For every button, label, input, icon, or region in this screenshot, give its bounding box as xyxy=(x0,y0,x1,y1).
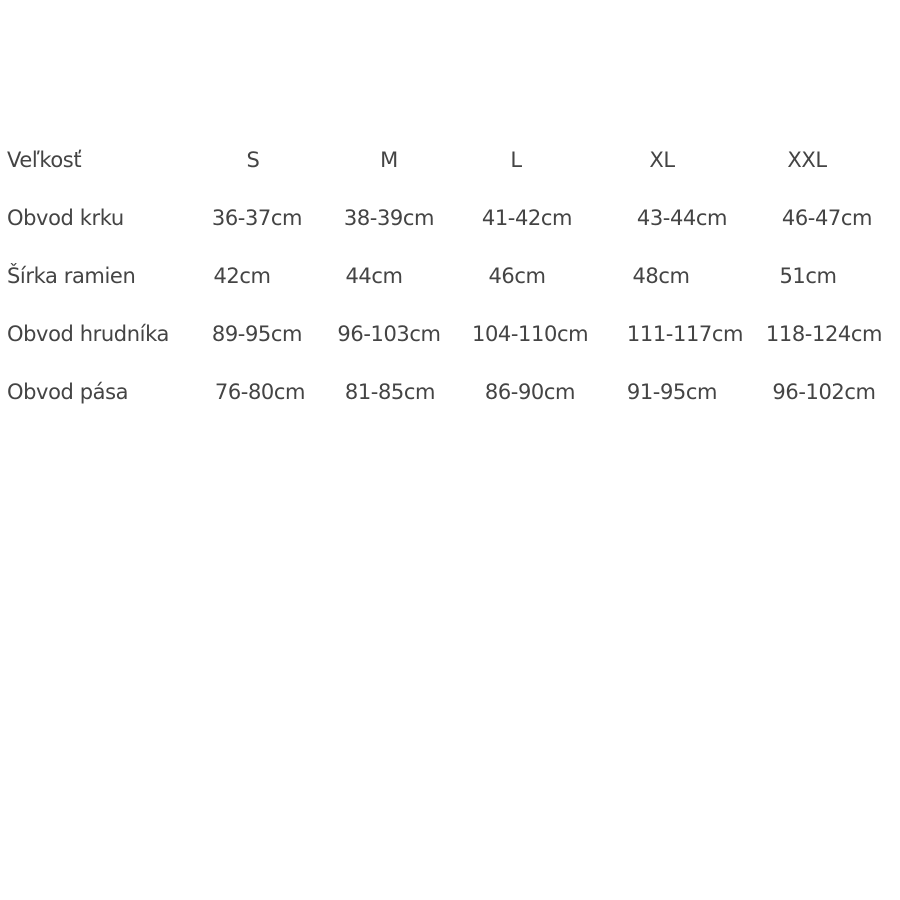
size-header-m: M xyxy=(380,148,398,172)
size-header-label: Veľkosť xyxy=(7,148,82,172)
shoulder-value-m: 44cm xyxy=(345,264,403,288)
neck-circumference-row xyxy=(0,198,900,256)
neck-value-l: 41-42cm xyxy=(481,206,573,230)
chest-circumference-row xyxy=(0,314,900,372)
size-header-xl: XL xyxy=(649,148,675,172)
shoulder-value-s: 42cm xyxy=(213,264,271,288)
neck-circumference-label: Obvod krku xyxy=(7,206,124,230)
shoulder-width-label: Šírka ramien xyxy=(7,264,136,288)
waist-value-l: 86-90cm xyxy=(484,380,576,404)
chest-value-xxl: 118-124cm xyxy=(765,322,883,346)
shoulder-width-row xyxy=(0,256,900,314)
chest-value-m: 96-103cm xyxy=(337,322,441,346)
shoulder-value-l: 46cm xyxy=(488,264,546,288)
neck-value-xl: 43-44cm xyxy=(636,206,728,230)
neck-value-s: 36-37cm xyxy=(211,206,303,230)
chest-value-xl: 111-117cm xyxy=(626,322,744,346)
waist-value-xl: 91-95cm xyxy=(626,380,718,404)
size-header-xxl: XXL xyxy=(787,148,827,172)
waist-value-xxl: 96-102cm xyxy=(772,380,876,404)
size-header-l: L xyxy=(510,148,522,172)
waist-circumference-row xyxy=(0,372,900,430)
shoulder-value-xxl: 51cm xyxy=(779,264,837,288)
size-chart-table xyxy=(0,140,900,430)
size-header-row xyxy=(0,140,900,198)
waist-circumference-label: Obvod pása xyxy=(7,380,129,404)
size-header-s: S xyxy=(246,148,260,172)
chest-value-l: 104-110cm xyxy=(472,322,589,346)
neck-value-xxl: 46-47cm xyxy=(781,206,873,230)
waist-value-m: 81-85cm xyxy=(344,380,436,404)
waist-value-s: 76-80cm xyxy=(214,380,306,404)
shoulder-value-xl: 48cm xyxy=(632,264,690,288)
chest-circumference-label: Obvod hrudníka xyxy=(7,322,169,346)
chest-value-s: 89-95cm xyxy=(211,322,303,346)
neck-value-m: 38-39cm xyxy=(343,206,435,230)
